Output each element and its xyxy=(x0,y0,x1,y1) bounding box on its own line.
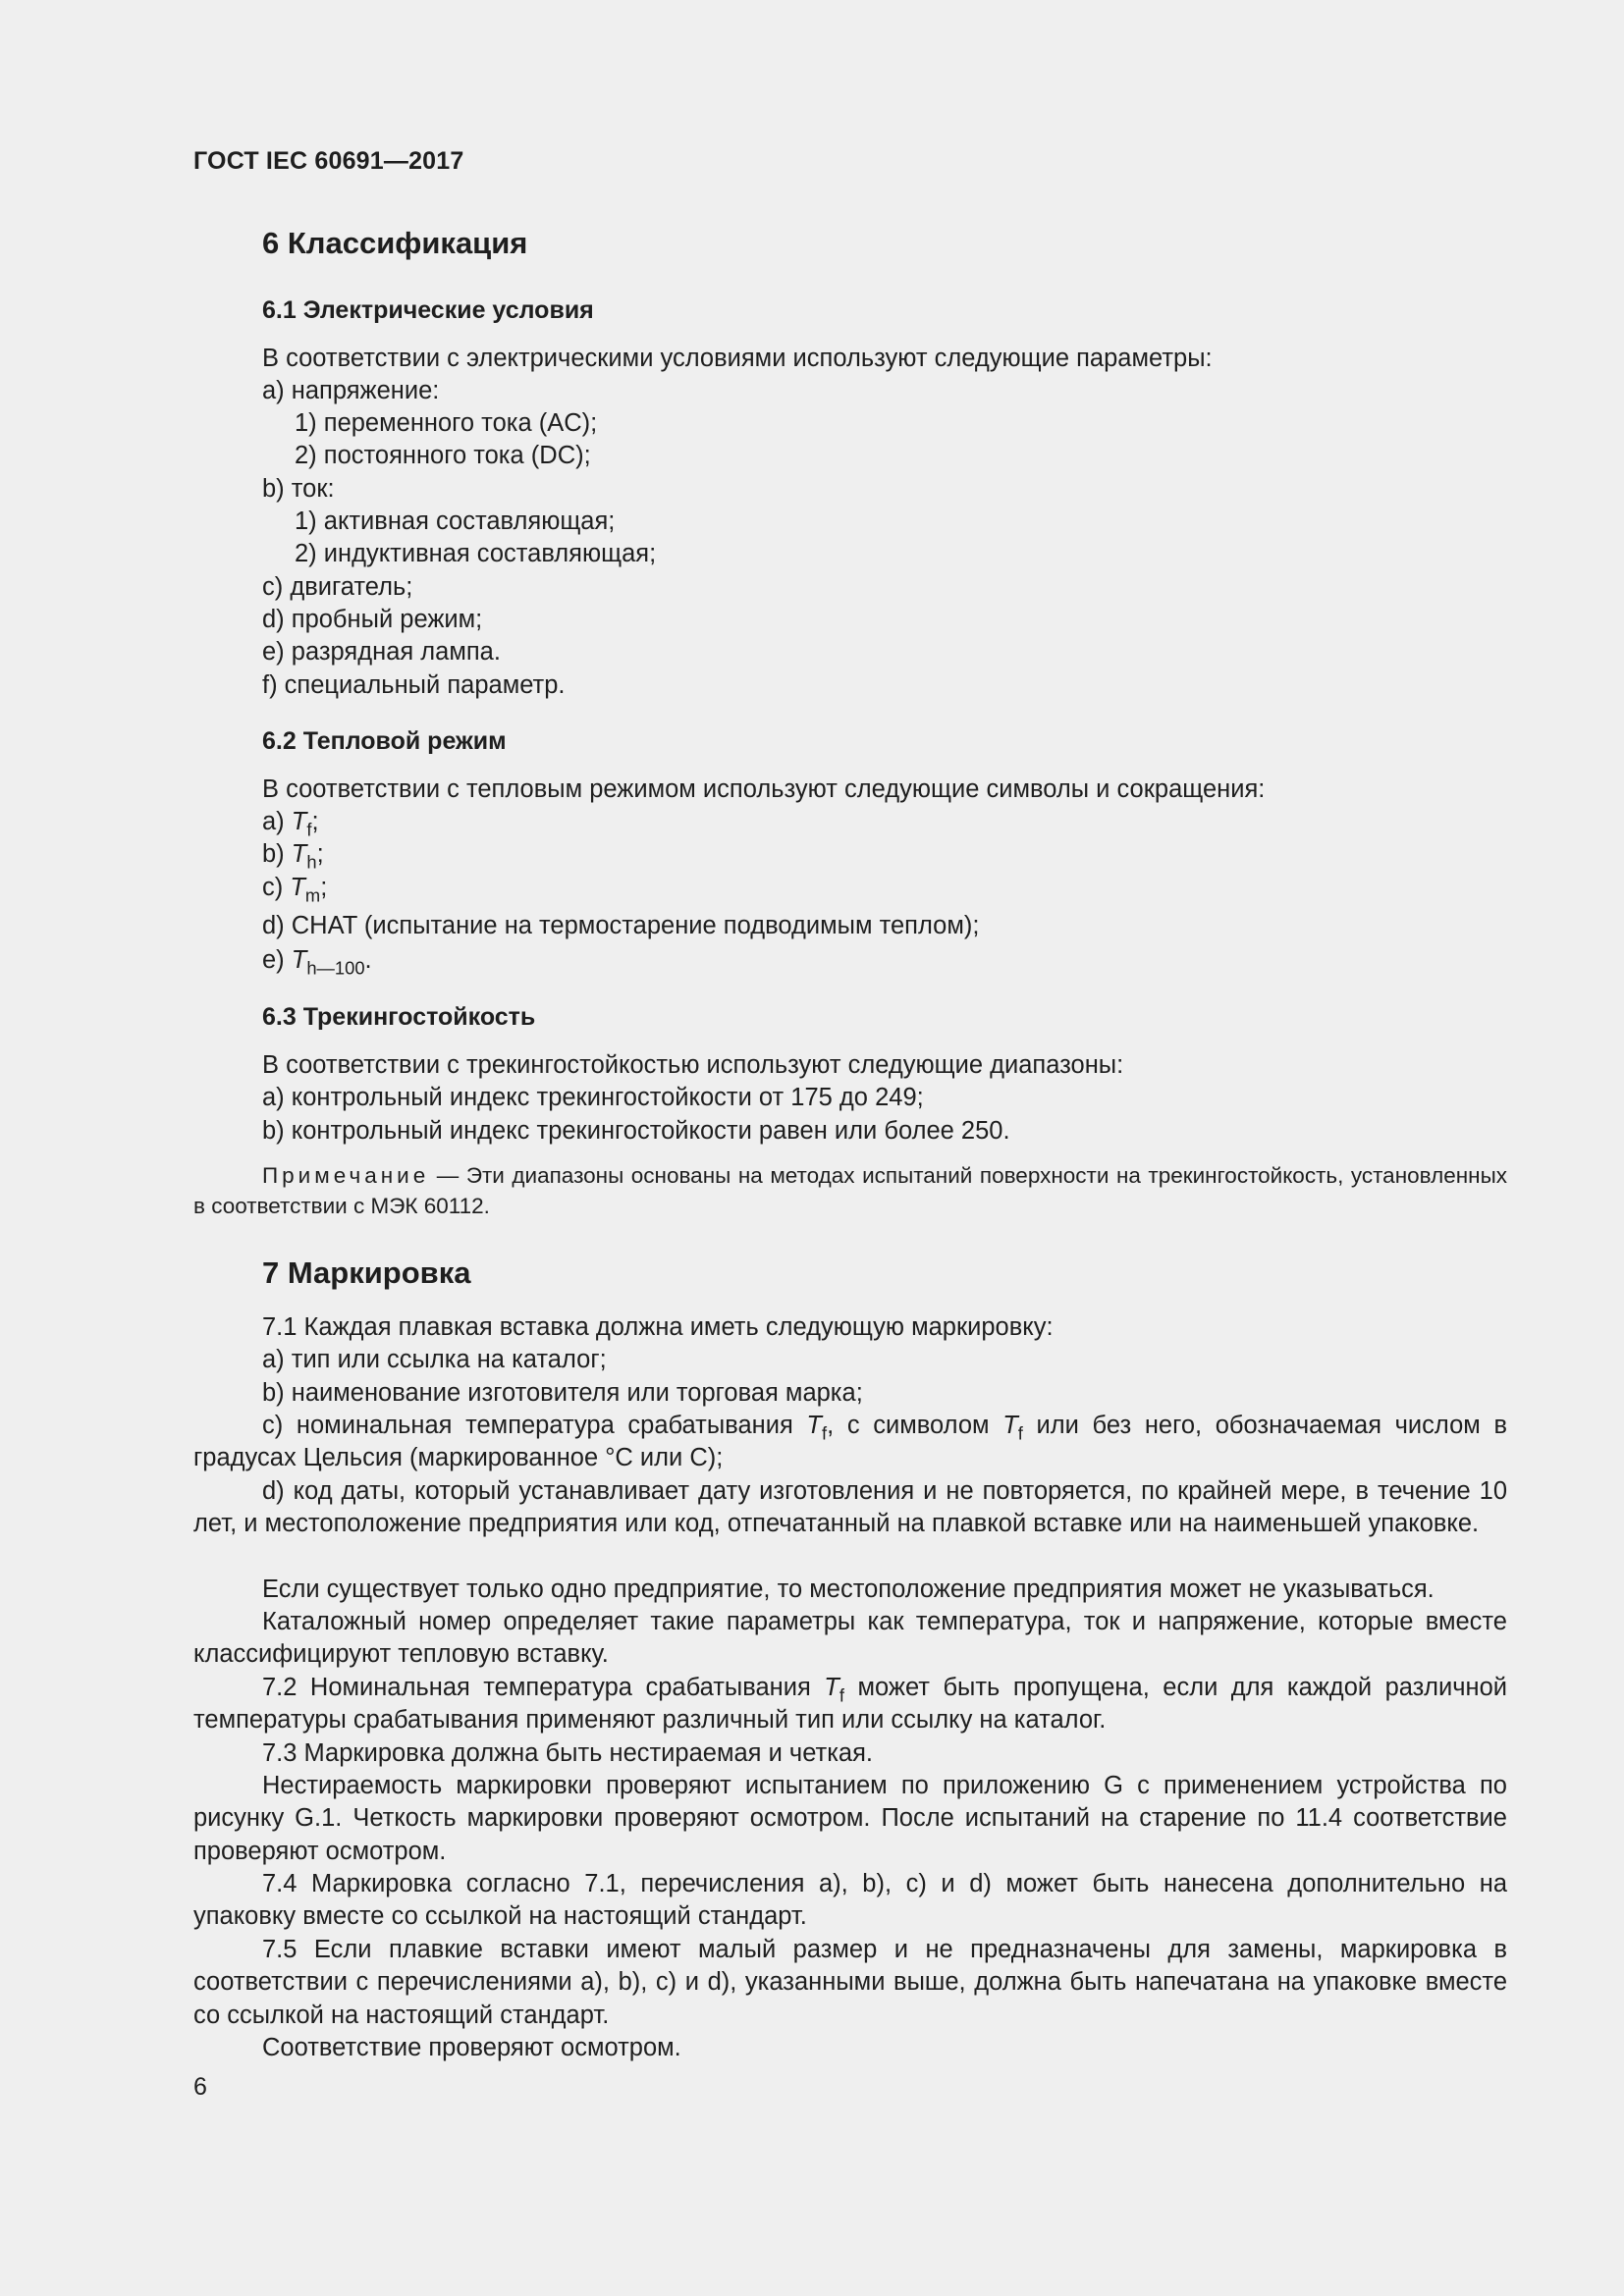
p7-4: 7.4 Маркировка согласно 7.1, перечисления a), b), c) и d) может быть нанесена дополнительно на упаковку вместе со ссылкой на настоящий стандарт. xyxy=(193,1870,1507,1931)
s63-note xyxy=(193,1160,1507,1221)
page-number: 6 xyxy=(193,2073,207,2101)
s61-item-d: d) пробный режим; xyxy=(262,606,483,633)
s61-item-a2: 2) постоянного тока (DC); xyxy=(295,442,591,469)
s61-item-b1: 1) активная составляющая; xyxy=(295,507,616,535)
p7-1-c: c) номинальная температура срабатывания $T_f$, с символом $T_f$ или без него, обозначаемая числом в градусах Цельсия (маркированное °C или C); xyxy=(193,1412,1508,1472)
s62-item-a: a) $T_f$; xyxy=(262,808,319,840)
s61-item-b: b) ток: xyxy=(262,475,335,503)
s62-item-e: e) $T_{h—100}$. xyxy=(262,946,372,979)
p7-1-e: Если существует только одно предприятие, то местоположение предприятия может не указываться. xyxy=(262,1575,1435,1603)
s61-item-a: a) напряжение: xyxy=(262,377,440,404)
section-6-2-title: 6.2 Тепловой режим xyxy=(262,727,507,755)
s61-intro: В соответствии с электрическими условиями используют следующие параметры: xyxy=(262,345,1213,372)
s62-item-b: b) $T_h$; xyxy=(262,840,324,873)
s61-item-b2: 2) индуктивная составляющая; xyxy=(295,540,657,567)
p7-3: 7.3 Маркировка должна быть нестираемая и четкая. xyxy=(262,1739,873,1767)
p7-1: 7.1 Каждая плавкая вставка должна иметь следующую маркировку: xyxy=(262,1313,1054,1341)
note-text: — Эти диапазоны основаны на методах испытаний поверхности на трекингостойкость, установленных в соответствии с МЭК 60112. xyxy=(193,1163,1507,1218)
section-6-3-title: 6.3 Трекингостойкость xyxy=(262,1003,536,1031)
s61-item-f: f) специальный параметр. xyxy=(262,671,566,699)
p7-3-b: Нестираемость маркировки проверяют испытанием по приложению G с применением устройства по рисунку G.1. Четкость маркировки проверяют осмотром. После испытаний на старение по 11.4 соответствие проверяют осмотром. xyxy=(193,1772,1507,1865)
p7-5: 7.5 Если плавкие вставки имеют малый размер и не предназначены для замены, маркировка в соответствии с перечислениями a), b), c) и d), указанными выше, должна быть напечатана на упаковке вместе со ссылкой на настоящий стандарт. xyxy=(193,1936,1507,2029)
standard-header: ГОСТ IEC 60691—2017 xyxy=(193,147,464,175)
p7-1-b: b) наименование изготовителя или торговая марка; xyxy=(262,1379,863,1407)
s61-item-a1: 1) переменного тока (AC); xyxy=(295,409,598,437)
p7-1-d: d) код даты, который устанавливает дату изготовления и не повторяется, по крайней мере, в течение 10 лет, и местоположение предприятия или код, отпечатанный на плавкой вставке или на наименьшей упаковке. xyxy=(193,1477,1507,1538)
s63-intro: В соответствии с трекингостойкостью используют следующие диапазоны: xyxy=(262,1051,1124,1079)
p7-1-a: a) тип или ссылка на каталог; xyxy=(262,1346,607,1373)
s61-item-c: c) двигатель; xyxy=(262,573,413,601)
s63-item-b: b) контрольный индекс трекингостойкости равен или более 250. xyxy=(262,1117,1010,1145)
s62-intro: В соответствии с тепловым режимом используют следующие символы и сокращения: xyxy=(262,775,1266,803)
s63-item-a: a) контрольный индекс трекингостойкости от 175 до 249; xyxy=(262,1084,924,1111)
section-7-title: 7 Маркировка xyxy=(262,1255,471,1290)
section-6-1-title: 6.1 Электрические условия xyxy=(262,296,594,324)
section-6-title: 6 Классификация xyxy=(262,226,528,260)
s62-item-c: c) $T_m$; xyxy=(262,874,328,906)
s61-item-e: e) разрядная лампа. xyxy=(262,638,501,666)
p7-5-b: Соответствие проверяют осмотром. xyxy=(262,2034,681,2061)
s62-item-d: d) CHAT (испытание на термостарение подводимым теплом); xyxy=(262,912,980,939)
p7-1-f: Каталожный номер определяет такие параметры как температура, ток и напряжение, которые вместе классифицируют тепловую вставку. xyxy=(193,1608,1507,1669)
note-label: Примечание xyxy=(262,1163,430,1188)
p7-2: 7.2 Номинальная температура срабатывания $T_f$ может быть пропущена, если для каждой различной температуры срабатывания применяют различный тип или ссылку на каталог. xyxy=(193,1674,1507,1735)
